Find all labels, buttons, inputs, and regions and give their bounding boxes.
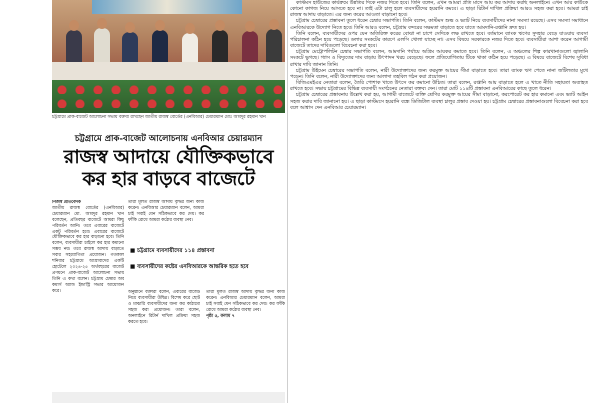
column-3-text: অনুষ্ঠানে বক্তারা বলেন, এবারের বাজেট নিয়ে ব্যবসায়ীরা উদ্বিগ্ন। বিশেষ করে ছোট ও মাঝারি ব্যবসায়ীদের জন্য কর কাঠামো সহজ করা প্রয়োজন। তারা বলেন, অনলাইনে রিটার্ন দাখিল প্রক্রিয়া সহজ করতে হবে।: [128, 290, 200, 325]
meeting-photo: [52, 0, 285, 113]
article-column-3: [128, 290, 200, 390]
subhead-proposals: ■ চট্টগ্রামে ব্যবসায়ীদের ১১৪ প্রস্তাবনা: [130, 248, 215, 254]
photo-person: [94, 28, 110, 64]
column-4-text: তারা মূলত রাজস্ব আদায় বৃদ্ধির জন্য কাজ করেন। এনবিআর চেয়ারম্যান বলেন, আমরা চাই সবাই যেন সঠিকভাবে কর দেয়। কর ফাঁকি রোধে আমরা কঠোর ব্যবস্থা নেব।: [206, 290, 285, 313]
right-paragraph: চট্টগ্রাম মেট্রোপলিটন চেম্বার সভাপতি বলেন, আমদানি পর্যায়ে অগ্রিম আয়কর কমাতে হবে। তিনি বলেন, এ অঞ্চলের শিল্প কারখানাগুলো জ্বালানি সংকটে ভুগছে। গ্যাস ও বিদ্যুতের দাম বাড়ায় উৎপাদন খরচ বেড়েছে। ফলে প্রতিযোগিতায় টিকে থাকা কঠিন হয়ে পড়েছে। এ বিষয়ে বাজেটে বিশেষ সুবিধা রাখার দাবি জানান তিনি।: [290, 49, 588, 68]
column-2-text: তারা মূলত রাজস্ব আদায় বৃদ্ধির জন্য কাজ করেন। এনবিআর চেয়ারম্যান বলেন, আমরা চাই সবাই যেন সঠিকভাবে কর দেয়। কর ফাঁকি রোধে আমরা কঠোর ব্যবস্থা নেব।: [128, 200, 204, 223]
photo-table: [52, 62, 285, 82]
column-1-text: জাতীয় রাজস্ব বোর্ডের (এনবিআর) চেয়ারম্যান মো. আবদুর রহমান খান বলেছেন, প্রতিবছর বাজেটে আমরা কিছু পরিবর্তন আনি। তবে এবারের বাজেটে একটু পরিবর্তন হবে। এবারের বাজেটে যৌক্তিকভাবে কর হার বাড়ানো হবে। তিনি বলেন, ব্যবসায়ীরা চাইলে কর হার কমানো সম্ভব নয়। তবে রাজস্ব আদায় বাড়াতে সবার সহযোগিতা প্রয়োজন। গতকাল শনিবার চট্টগ্রামে আগ্রাবাদের একটি হোটেলে ২০২৪-২৫ অর্থবছরের বাজেট প্রণয়নে প্রাক-বাজেট আলোচনা সভায় তিনি এ কথা বলেন। চট্টগ্রাম চেম্বার অব কমার্স অ্যান্ড ইন্ডাস্ট্রি সভার আয়োজন করে।: [52, 205, 124, 294]
right-paragraph: চট্টগ্রাম চেম্বারের প্রস্তাবনা তুলে ধরেন চেম্বার সভাপতি। তিনি বলেন, কাস্টমস শুল্ক ও ভ্যাট নিয়ে ব্যবসায়ীদের নানা সমস্যা রয়েছে। এসব সমস্যা সমাধানে এনবিআরকে উদ্যোগ নিতে হবে। তিনি আরও বলেন, চট্টগ্রাম বন্দরের সক্ষমতা বাড়াতে হবে যাতে আমদানি-রপ্তানি দ্রুত হয়।: [290, 18, 588, 31]
headline-line-1: রাজস্ব আদায়ে যৌক্তিকভাবে: [63, 146, 274, 168]
right-paragraph: চট্টগ্রাম চেম্বারের প্রস্তাবনায় উল্লেখ করা হয়, আগামী বাজেটে ব্যক্তি শ্রেণির করমুক্ত আয়ের সীমা বাড়ানো, করপোরেট কর হার কমানো এবং ভ্যাট আইন সহজ করার দাবি জানানো হয়। এ ছাড়া কাস্টমসে হয়রানি বন্ধে ডিজিটাল ব্যবস্থা চালুর প্রস্তাব দেওয়া হয়। চট্টগ্রাম চেম্বারের প্রস্তাবনাগুলো বিবেচনা করা হবে বলে আশ্বাস দেন এনবিআর চেয়ারম্যান।: [290, 92, 588, 111]
right-paragraph: তিনি বলেন, ব্যবসায়ীদের ওপর যেন অতিরিক্ত করের বোঝা না চাপে সেদিকে লক্ষ রাখতে হবে। বর্তমানে ব্যাংক ঋণের সুদহার বেড়ে যাওয়ায় ব্যবসা পরিচালনা কঠিন হয়ে পড়েছে। ডলার সংকটের কারণে এলসি খোলা যাচ্ছে না। এসব বিষয়ে সরকারকে নজর দিতে হবে। ব্যবসায়ীরা আশা করেন আগামী বাজেটে তাদের দাবিগুলো বিবেচনা করা হবে।: [290, 30, 588, 50]
article-column-4: [206, 290, 285, 390]
subhead-nbr-sincere: ■ ব্যবসায়ীদের কষ্টের এনবিআরকে আন্তরিক হতে হবে: [130, 264, 249, 270]
article-column-2: [128, 200, 204, 242]
article-kicker: চট্টগ্রামে প্রাক-বাজেট আলোচনায় এনবিআর চেয়ারম্যান: [74, 134, 263, 144]
column-divider: [287, 0, 288, 403]
photo-backdrop-banner: [92, 0, 242, 14]
article-right-column: [290, 0, 588, 403]
photo-person: [152, 30, 168, 66]
right-paragraph: বিজিএমইএর নেতারা বলেন, তৈরি পোশাক খাতে উৎসে কর কমানো উচিত। তারা বলেন, রপ্তানি আয় বাড়াতে হলে এ খাতে নীতি সহায়তা অব্যাহত রাখতে হবে। সভায় চট্টগ্রামের বিভিন্ন ব্যবসায়ী সংগঠনের নেতারা বক্তব্য দেন। তারা মোট ১১৪টি প্রস্তাবনা এনবিআরের কাছে তুলে ধরেন।: [290, 80, 588, 93]
continued-marker: পৃষ্ঠা ৫, কলাম ৭: [206, 313, 235, 319]
article-headline: [52, 146, 285, 190]
photo-person: [266, 29, 282, 65]
photo-caption: চট্টগ্রামে প্রাক-বাজেট আলোচনা সভায় বক্তব্য রাখছেন জাতীয় রাজস্ব বোর্ডের (এনবিআর) চেয়ারম্যান মোঃ আবদুর রহমান খান: [52, 115, 266, 120]
photo-person: [66, 30, 82, 66]
right-paragraph: কাস্টমস হাউজের কার্যক্রমে উন্নতির দিকে নজর দিতে হবে। তিনি বলেন, এখন আমরা প্রতি মাসে আয় কর আদায় করছি অনলাইনে। এখন আর কাউকে কোনো কাগজ নিয়ে আসতে হবে না। তাই এটা চালু হলে ব্যবসায়ীদের হয়রানি কমবে। এ ছাড়া রিটার্ন দাখিল প্রক্রিয়া আরও সহজ করা হবে। আমরা চাই রাজস্ব আদায় বাড়াতে। এর জন্য করের আওতা বাড়ানো হবে।: [290, 0, 588, 19]
page-bottom-strip: [52, 392, 285, 403]
photo-flower-arrangement: [52, 80, 285, 113]
reporter-byline: নিজস্ব প্রতিবেদক: [52, 200, 81, 205]
headline-line-2: কর হার বাড়বে বাজেটে: [82, 168, 255, 190]
article-column-1: [52, 200, 124, 390]
bullet-icon: ■: [130, 264, 138, 270]
right-paragraph: চট্টগ্রাম উইমেন চেম্বারের সভাপতি বলেন, নারী উদ্যোক্তাদের জন্য করমুক্ত আয়ের সীমা বাড়াতে হবে। তারা ব্যাংক ঋণ পেতে নানা জটিলতার মুখে পড়েন। তিনি বলেন, নারী উদ্যোক্তাদের জন্য আলাদা তহবিল গঠন করা প্রয়োজন।: [290, 67, 588, 80]
photo-person: [212, 30, 228, 66]
bullet-icon: ■: [130, 248, 138, 254]
